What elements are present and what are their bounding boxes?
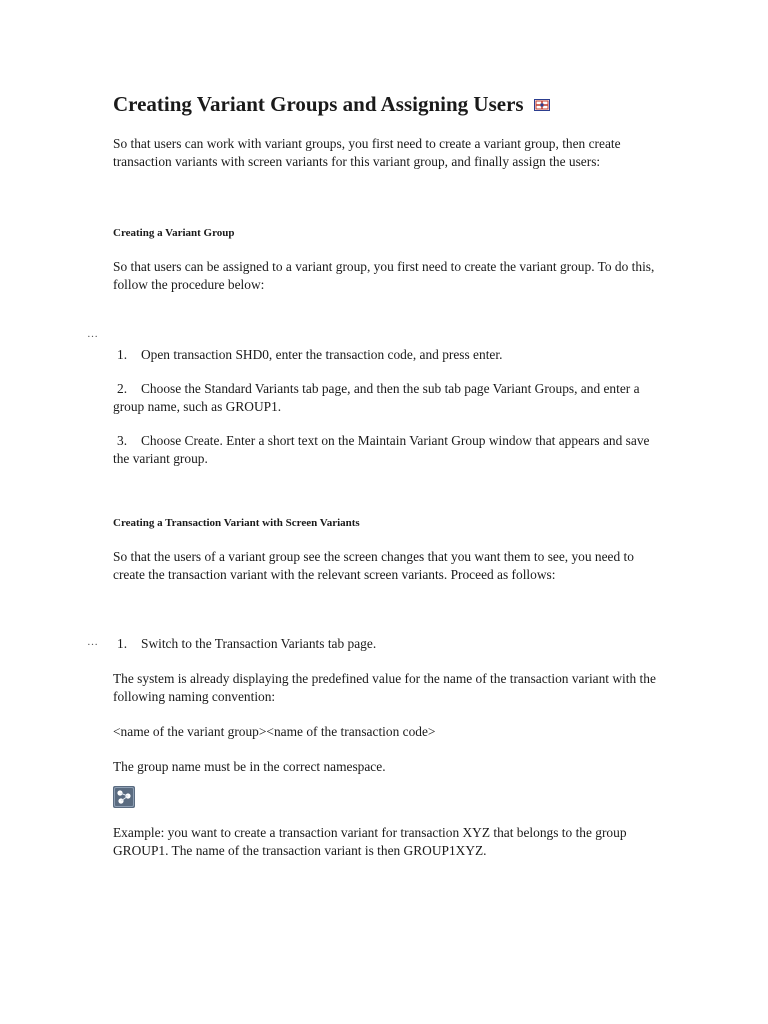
example-icon — [113, 786, 658, 808]
flag-icon — [534, 88, 550, 120]
ellipsis-marker-2: … — [87, 636, 98, 648]
step-number: 2. — [117, 381, 128, 397]
section1-steps — [113, 346, 658, 468]
section1-paragraph: So that users can be assigned to a variant group, you first need to create the variant group. To do this, follow the procedure below: — [113, 259, 655, 293]
step-text: Switch to the Transaction Variants tab page. — [141, 636, 377, 652]
step-text: Choose Create. Enter a short text on the Maintain Variant Group window that appears and save the variant group. — [113, 433, 650, 467]
page-title — [113, 88, 658, 122]
section2-steps — [113, 635, 658, 653]
namespace-paragraph: The group name must be in the correct namespace. — [113, 759, 386, 775]
naming-convention-pattern: <name of the variant group><name of the transaction code> — [113, 724, 436, 740]
step-item — [113, 346, 658, 364]
document-content — [113, 88, 658, 860]
naming-convention-paragraph: The system is already displaying the predefined value for the name of the transaction variant with the following naming convention: — [113, 671, 656, 705]
page-title-text: Creating Variant Groups and Assigning Users — [113, 92, 524, 116]
ellipsis-marker-1: … — [87, 328, 98, 340]
section-heading-transaction-variant: Creating a Transaction Variant with Screen Variants — [113, 517, 360, 530]
step-item — [113, 635, 658, 653]
step-number: 3. — [117, 433, 128, 449]
intro-paragraph: So that users can work with variant groups, you first need to create a variant group, then create transaction variants with screen variants for this variant group, and finally assign the users: — [113, 136, 621, 170]
step-text: Open transaction SHD0, enter the transaction code, and press enter. — [141, 347, 503, 363]
section2-paragraph: So that the users of a variant group see the screen changes that you want them to see, you need to create the transaction variant with the relevant screen variants. Proceed as follows: — [113, 549, 634, 583]
section-heading-variant-group: Creating a Variant Group — [113, 227, 235, 240]
example-paragraph: Example: you want to create a transaction variant for transaction XYZ that belongs to the group GROUP1. The name of the transaction variant is then GROUP1XYZ. — [113, 825, 627, 859]
step-number: 1. — [117, 636, 128, 652]
step-item — [113, 380, 658, 416]
step-text: Choose the Standard Variants tab page, and then the sub tab page Variant Groups, and enter a group name, such as GROUP1. — [113, 381, 640, 415]
step-item — [113, 432, 658, 468]
step-number: 1. — [117, 347, 128, 363]
